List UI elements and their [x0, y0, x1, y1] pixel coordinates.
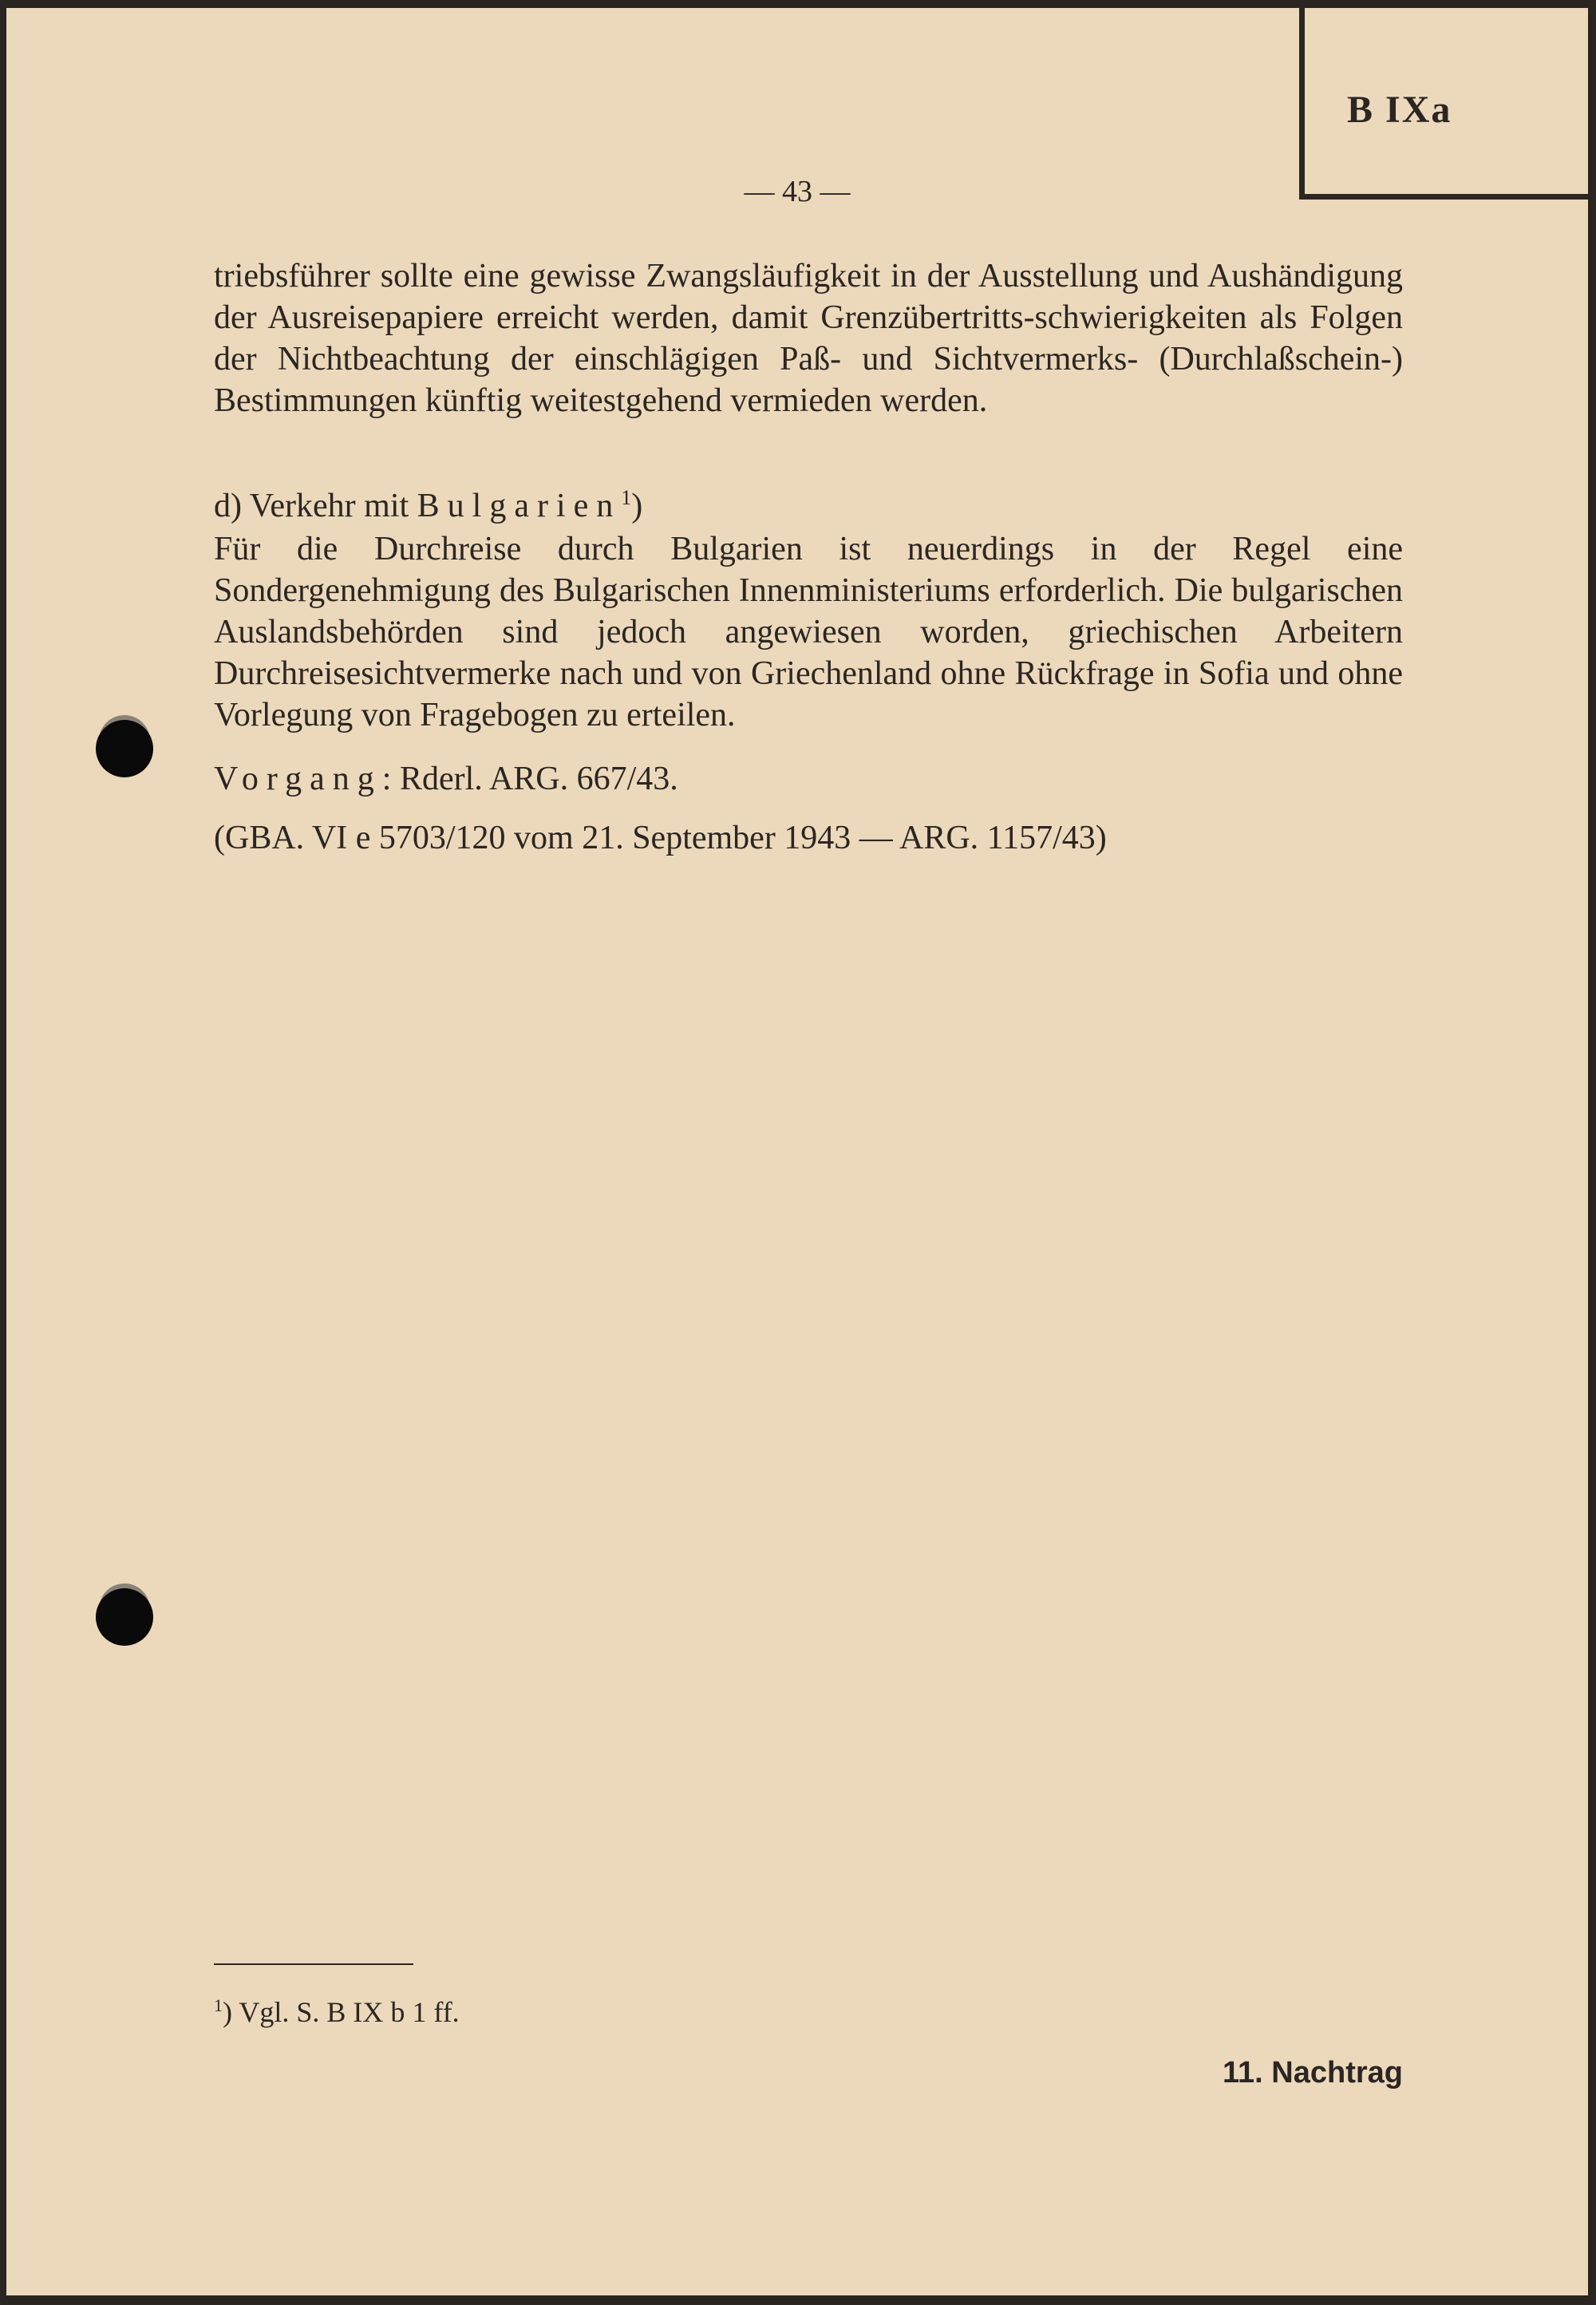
punch-hole-bottom [96, 1588, 153, 1646]
paragraph-bulgaria: Für die Durchreise durch Bulgarien ist neuerdings in der Regel eine Sondergenehmigung des Bulgarischen Innenministeriums erforderlich. Die bulgarischen Auslandsbehörden sind jedoch angewiesen worden, griechischen Arbeitern Durchreisesichtvermerke nach und von Griechenland ohne Rückfrage in Sofia und ohne Vorlegung von Fragebogen zu erteilen. [214, 531, 1403, 733]
supplement-label: 11. Nachtrag [1223, 2056, 1403, 2090]
vorgang-value: : Rderl. ARG. 667/43. [381, 761, 678, 797]
section-heading-d [214, 485, 642, 527]
footnote-mark: 1 [214, 1995, 223, 2015]
document-page [6, 8, 1588, 2295]
vorgang-label: Vorgang [214, 761, 382, 797]
footnote-text: ) Vgl. S. B IX b 1 ff. [223, 1996, 460, 2028]
footnote-divider [214, 1963, 413, 1965]
page-number: — 43 — [744, 175, 851, 208]
section-tab-label: B IXa [1347, 89, 1452, 131]
punch-hole-top [96, 720, 153, 777]
footnote [214, 1995, 460, 2029]
heading-suffix: ) [631, 488, 643, 524]
heading-prefix: d) Verkehr mit [214, 488, 417, 524]
paragraph-continuation: triebsführer sollte eine gewisse Zwangsläufigkeit in der Ausstellung und Aushändigung der Ausreisepapiere erreicht werden, damit Grenzübertritts-schwierigkeiten als Folgen der Nichtbeachtung der einschlägigen Paß- und Sichtvermerks- (Durchlaßschein-) Bestimmungen künftig weitestgehend vermieden werden. [214, 258, 1403, 419]
heading-country: Bulgarien [417, 488, 622, 524]
vorgang-line [214, 758, 678, 800]
reference-line: (GBA. VI e 5703/120 vom 21. September 1943 — ARG. 1157/43) [214, 820, 1107, 856]
heading-footnote-mark: 1 [621, 486, 632, 509]
